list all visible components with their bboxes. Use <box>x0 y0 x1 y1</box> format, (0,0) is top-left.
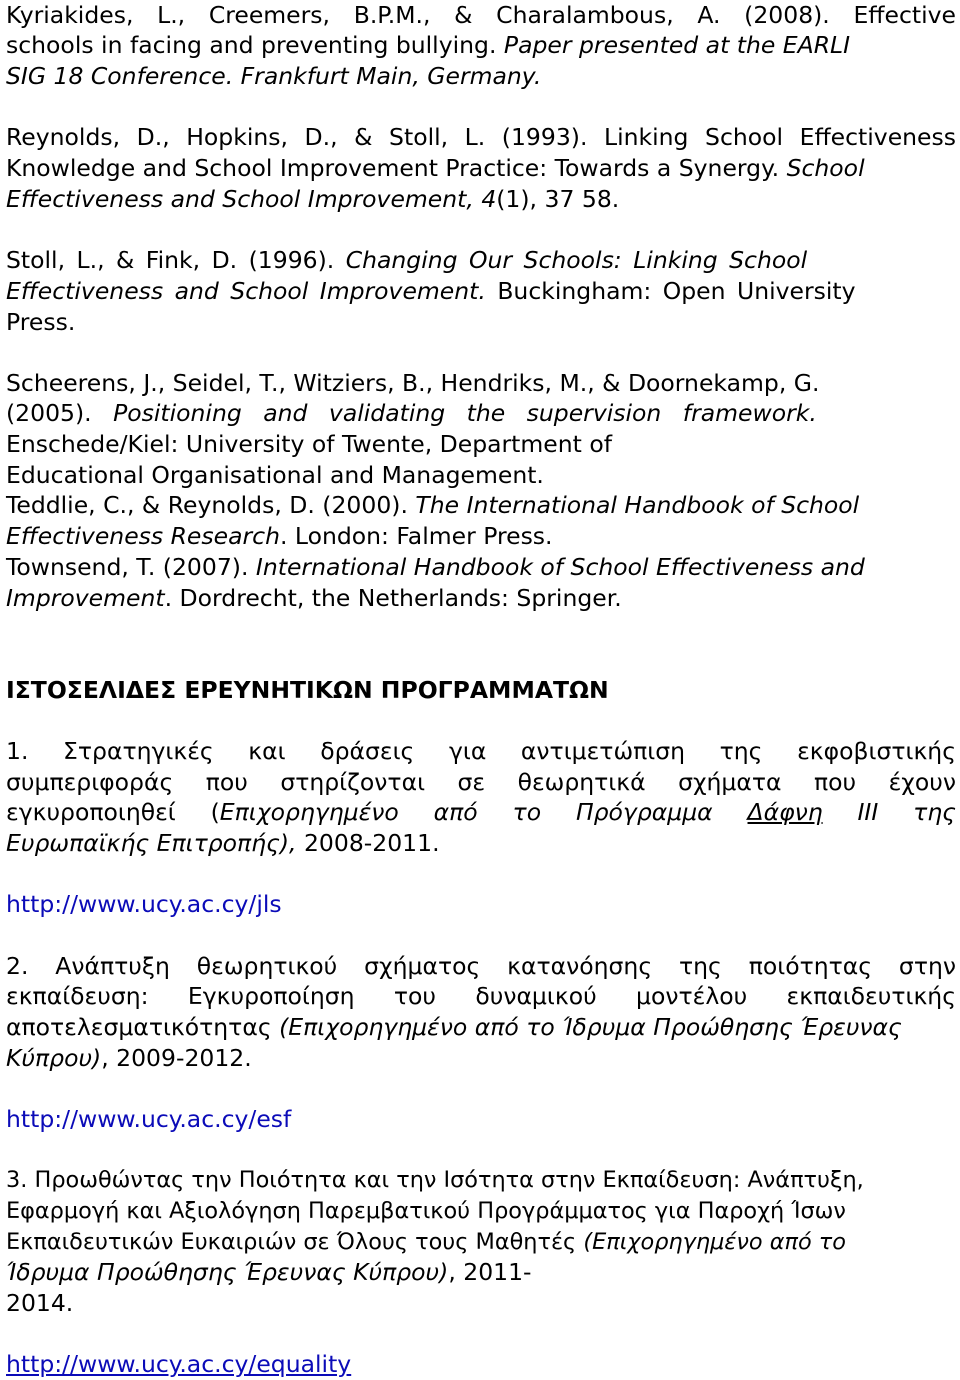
ref-text: schools in facing and preventing bullying. <box>6 31 504 59</box>
project-italic-text: (Επιχορηγημένο από το <box>583 1229 846 1255</box>
ref-italic-text: Effectiveness and School Improvement. <box>6 277 486 305</box>
ref-text: Stoll, L., & Fink, D. (1996). <box>6 246 346 274</box>
ref-italic-text: Changing Our Schools: Linking School <box>345 246 808 274</box>
project-2-link[interactable]: http://www.ucy.ac.cy/esf <box>6 1105 292 1133</box>
project-1-line2 <box>6 767 956 798</box>
project-text: συμπεριφοράς που στηρίζονται σε θεωρητικά σχήματα που έχουν <box>6 768 956 796</box>
project-italic-text: Ευρωπαϊκής Επιτροπής), <box>6 829 297 857</box>
ref-text: Press. <box>6 308 76 336</box>
project-text: 2014. <box>6 1289 74 1317</box>
project-italic-text: Επιχορηγημένο από το Πρόγραμμα <box>219 798 748 826</box>
ref-text: (2005). <box>6 399 114 427</box>
project-3-line1 <box>6 1165 864 1196</box>
section-heading: ΙΣΤΟΣΕΛΙΔΕΣ ΕΡΕΥΝΗΤΙΚΩΝ ΠΡΟΓΡΑΜΜΑΤΩΝ <box>6 676 609 704</box>
ref-teddlie-line2 <box>6 521 553 552</box>
ref-text: (1), 37 58. <box>496 185 620 213</box>
project-2-line4 <box>6 1043 252 1074</box>
ref-italic-text: Positioning and validating the supervision framework. <box>113 399 817 427</box>
project-italic-text: (Επιχορηγημένο από το Ίδρυμα Προώθησης Έρευνας <box>279 1013 902 1041</box>
ref-italic-text: Effectiveness and School Improvement, 4 <box>6 185 497 213</box>
ref-text: Teddlie, C., & Reynolds, D. (2000). <box>6 491 416 519</box>
project-text: 1. Στρατηγικές και δράσεις για αντιμετώπιση της εκφοβιστικής <box>6 737 956 765</box>
ref-teddlie-line1 <box>6 490 859 521</box>
ref-text: . Dordrecht, the Netherlands: Springer. <box>164 584 622 612</box>
ref-text: Educational Organisational and Management. <box>6 461 544 489</box>
ref-italic-text: Improvement <box>6 584 165 612</box>
ref-stoll-line2 <box>6 276 856 307</box>
ref-text: . London: Falmer Press. <box>279 522 553 550</box>
ref-kyriakides-line1 <box>6 0 956 31</box>
project-text: Εκπαιδευτικών Ευκαιριών σε Όλους τους Μαθητές <box>6 1229 584 1255</box>
project-3-link[interactable]: http://www.ucy.ac.cy/equality <box>6 1350 352 1378</box>
project-text: 2. Ανάπτυξη θεωρητικού σχήματος κατανόησης της ποιότητας στην <box>6 952 956 980</box>
project-1-link[interactable]: http://www.ucy.ac.cy/jls <box>6 890 282 918</box>
project-italic-text: III της <box>822 798 956 826</box>
project-1-line1 <box>6 736 956 767</box>
ref-text: Buckingham: Open University <box>485 277 856 305</box>
ref-italic-text: International Handbook of School Effectiveness and <box>255 553 865 581</box>
project-3-line5 <box>6 1288 73 1319</box>
project-italic-text: Κύπρου) <box>6 1044 102 1072</box>
ref-text: Scheerens, J., Seidel, T., Witziers, B., Hendriks, M., & Doornekamp, G. <box>6 369 820 397</box>
project-3-line4 <box>6 1257 532 1288</box>
project-text: , 2009-2012. <box>101 1044 252 1072</box>
ref-text: Reynolds, D., Hopkins, D., & Stoll, L. (1993). Linking School Effectiveness <box>6 123 956 151</box>
ref-townsend-line2 <box>6 583 622 614</box>
project-text: Εφαρμογή και Αξιολόγηση Παρεμβατικού Προγράμματος για Παροχή Ίσων <box>6 1198 846 1224</box>
ref-reynolds-line2 <box>6 153 865 184</box>
ref-italic-text: Paper presented at the EARLI <box>503 31 851 59</box>
ref-text: Kyriakides, L., Creemers, B.P.M., & Charalambous, A. (2008). Effective <box>6 1 956 29</box>
ref-scheerens-line2 <box>6 398 817 429</box>
project-3-line3 <box>6 1227 846 1258</box>
project-3-line2 <box>6 1196 846 1227</box>
ref-italic-text: School <box>786 154 865 182</box>
project-text: 2008-2011. <box>296 829 440 857</box>
project-1-line3 <box>6 797 956 828</box>
ref-italic-text: SIG 18 Conference. Frankfurt Main, Germany. <box>6 62 542 90</box>
project-text: , 2011- <box>448 1258 532 1286</box>
ref-italic-text: Effectiveness Research <box>6 522 280 550</box>
ref-text: Knowledge and School Improvement Practice: Towards a Synergy. <box>6 154 787 182</box>
ref-reynolds-line1 <box>6 122 956 153</box>
ref-reynolds-line3 <box>6 184 619 215</box>
ref-kyriakides-line3 <box>6 61 541 92</box>
ref-text: Townsend, T. (2007). <box>6 553 256 581</box>
ref-scheerens-line1 <box>6 368 819 399</box>
ref-kyriakides-line2 <box>6 30 850 61</box>
project-2-line1 <box>6 951 956 982</box>
project-italic-text: Ίδρυμα Προώθησης Έρευνας Κύπρου) <box>6 1258 449 1286</box>
project-text: αποτελεσματικότητας <box>6 1013 280 1041</box>
ref-stoll-line1 <box>6 245 807 276</box>
project-text: εκπαίδευση: Εγκυροποίηση του δυναμικού μοντέλου εκπαιδευτικής <box>6 982 956 1010</box>
project-text: 3. Προωθώντας την Ποιότητα και την Ισότητα στην Εκπαίδευση: Ανάπτυξη, <box>6 1167 864 1193</box>
ref-townsend-line1 <box>6 552 865 583</box>
project-2-line3 <box>6 1012 902 1043</box>
ref-scheerens-line3 <box>6 429 612 460</box>
project-italic-underlined-text: Δάφνη <box>747 798 823 826</box>
ref-italic-text: The International Handbook of School <box>415 491 860 519</box>
ref-scheerens-line4 <box>6 460 544 491</box>
project-2-line2 <box>6 981 956 1012</box>
project-text: εγκυροποιηθεί ( <box>6 798 220 826</box>
ref-text: Enschede/Kiel: University of Twente, Department of <box>6 430 612 458</box>
project-1-line4 <box>6 828 440 859</box>
ref-stoll-line3 <box>6 307 75 338</box>
